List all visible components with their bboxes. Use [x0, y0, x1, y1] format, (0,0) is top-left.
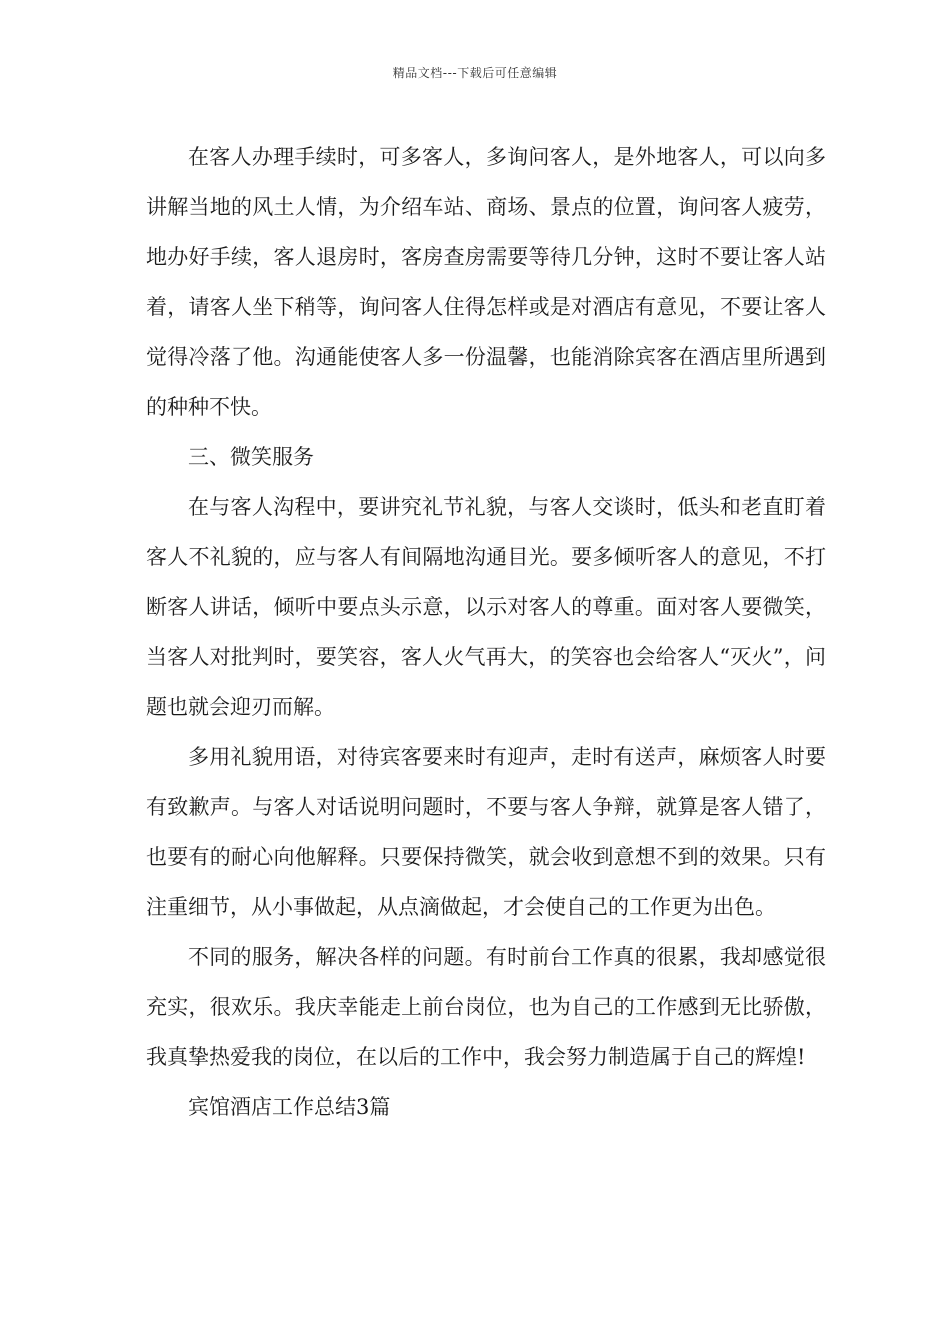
paragraph-checkin-communication: 在客人办理手续时，可多客人，多询问客人，是外地客人，可以向多讲解当地的风土人情，为介绍车站、商场、景点的位置，询问客人疲劳，地办好手续，客人退房时，客房查房需要等待几分钟，这时不要让客人站着，请客人坐下稍等，询问客人住得怎样或是对酒店有意见，不要让客人觉得冷落了他。沟通能使客人多一份温馨，也能消除宾客在酒店里所遇到的种种不快。 [146, 145, 826, 419]
document-body [146, 132, 826, 1132]
page-header: 精品文档---下载后可任意编辑 [392, 66, 558, 80]
section-heading-smile-service: 三、微笑服务 [188, 445, 314, 469]
paragraph-courtesy: 在与客人沟程中，要讲究礼节礼貌，与客人交谈时，低头和老直盯着客人不礼貌的，应与客人有间隔地沟通目光。要多倾听客人的意见，不打断客人讲话，倾听中要点头示意，以示对客人的尊重。面对客人要微笑，当客人对批判时，要笑容，客人火气再大，的笑容也会给客人“灭火”，问题也就会迎刃而解。 [146, 495, 826, 719]
paragraph-polite-language: 多用礼貌用语，对待宾客要来时有迎声，走时有送声，麻烦客人时要有致歉声。与客人对话说明问题时，不要与客人争辩，就算是客人错了，也要有的耐心向他解释。只要保持微笑，就会收到意想不到的效果。只有注重细节，从小事做起，从点滴做起，才会使自己的工作更为出色。 [146, 745, 826, 919]
paragraph-conclusion: 不同的服务，解决各样的问题。有时前台工作真的很累，我却感觉很充实，很欢乐。我庆幸能走上前台岗位，也为自己的工作感到无比骄傲，我真挚热爱我的岗位，在以后的工作中，我会努力制造属于自己的辉煌! [146, 945, 826, 1069]
next-article-title: 宾馆酒店工作总结3篇 [188, 1095, 391, 1119]
